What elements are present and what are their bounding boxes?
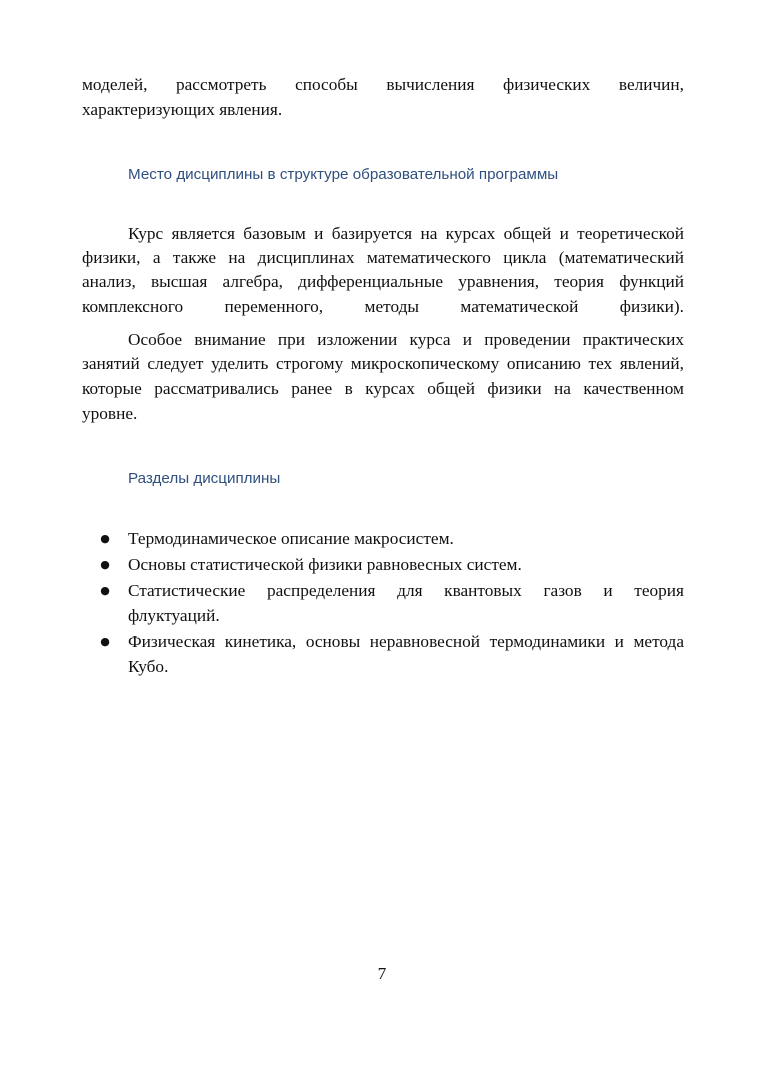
bullet-icon: ● [100, 532, 110, 545]
page-number: 7 [377, 964, 387, 983]
list-item-text: Статистические распределения для квантовых газов и теория [128, 581, 684, 600]
list-item-text: флуктуаций. [128, 606, 220, 625]
text-line: Курс является базовым и базируется на курсах общей и теоретической [128, 224, 684, 243]
text-line: которые рассматривались ранее в курсах общей физики на качественном [82, 379, 684, 398]
text-line: занятий следует уделить строгому микроскопическому описанию тех явлений, [82, 354, 684, 373]
list-item-text: Физическая кинетика, основы неравновесной термодинамики и метода [128, 632, 684, 651]
text-line: анализ, высшая алгебра, дифференциальные уравнения, теория функций [82, 272, 684, 291]
bullet-icon: ● [100, 635, 110, 648]
text-line: уровне. [82, 404, 138, 423]
section-heading-discipline-sections: Разделы дисциплины [128, 470, 281, 487]
text-line: Особое внимание при изложении курса и проведении практических [128, 330, 684, 349]
text-line: физики, а также на дисциплинах математического цикла (математический [82, 248, 684, 267]
text-line: комплексного переменного, методы математической физики). [82, 297, 684, 316]
list-item-text: Кубо. [128, 657, 169, 676]
list-item-text: Основы статистической физики равновесных систем. [128, 555, 522, 574]
text-line: моделей, рассмотреть способы вычисления физических величин, [82, 75, 684, 94]
section-heading-program-structure: Место дисциплины в структуре образовательной программы [128, 166, 559, 183]
text-line: характеризующих явления. [82, 100, 283, 119]
bullet-icon: ● [100, 584, 110, 597]
bullet-icon: ● [100, 558, 110, 571]
list-item-text: Термодинамическое описание макросистем. [128, 529, 454, 548]
